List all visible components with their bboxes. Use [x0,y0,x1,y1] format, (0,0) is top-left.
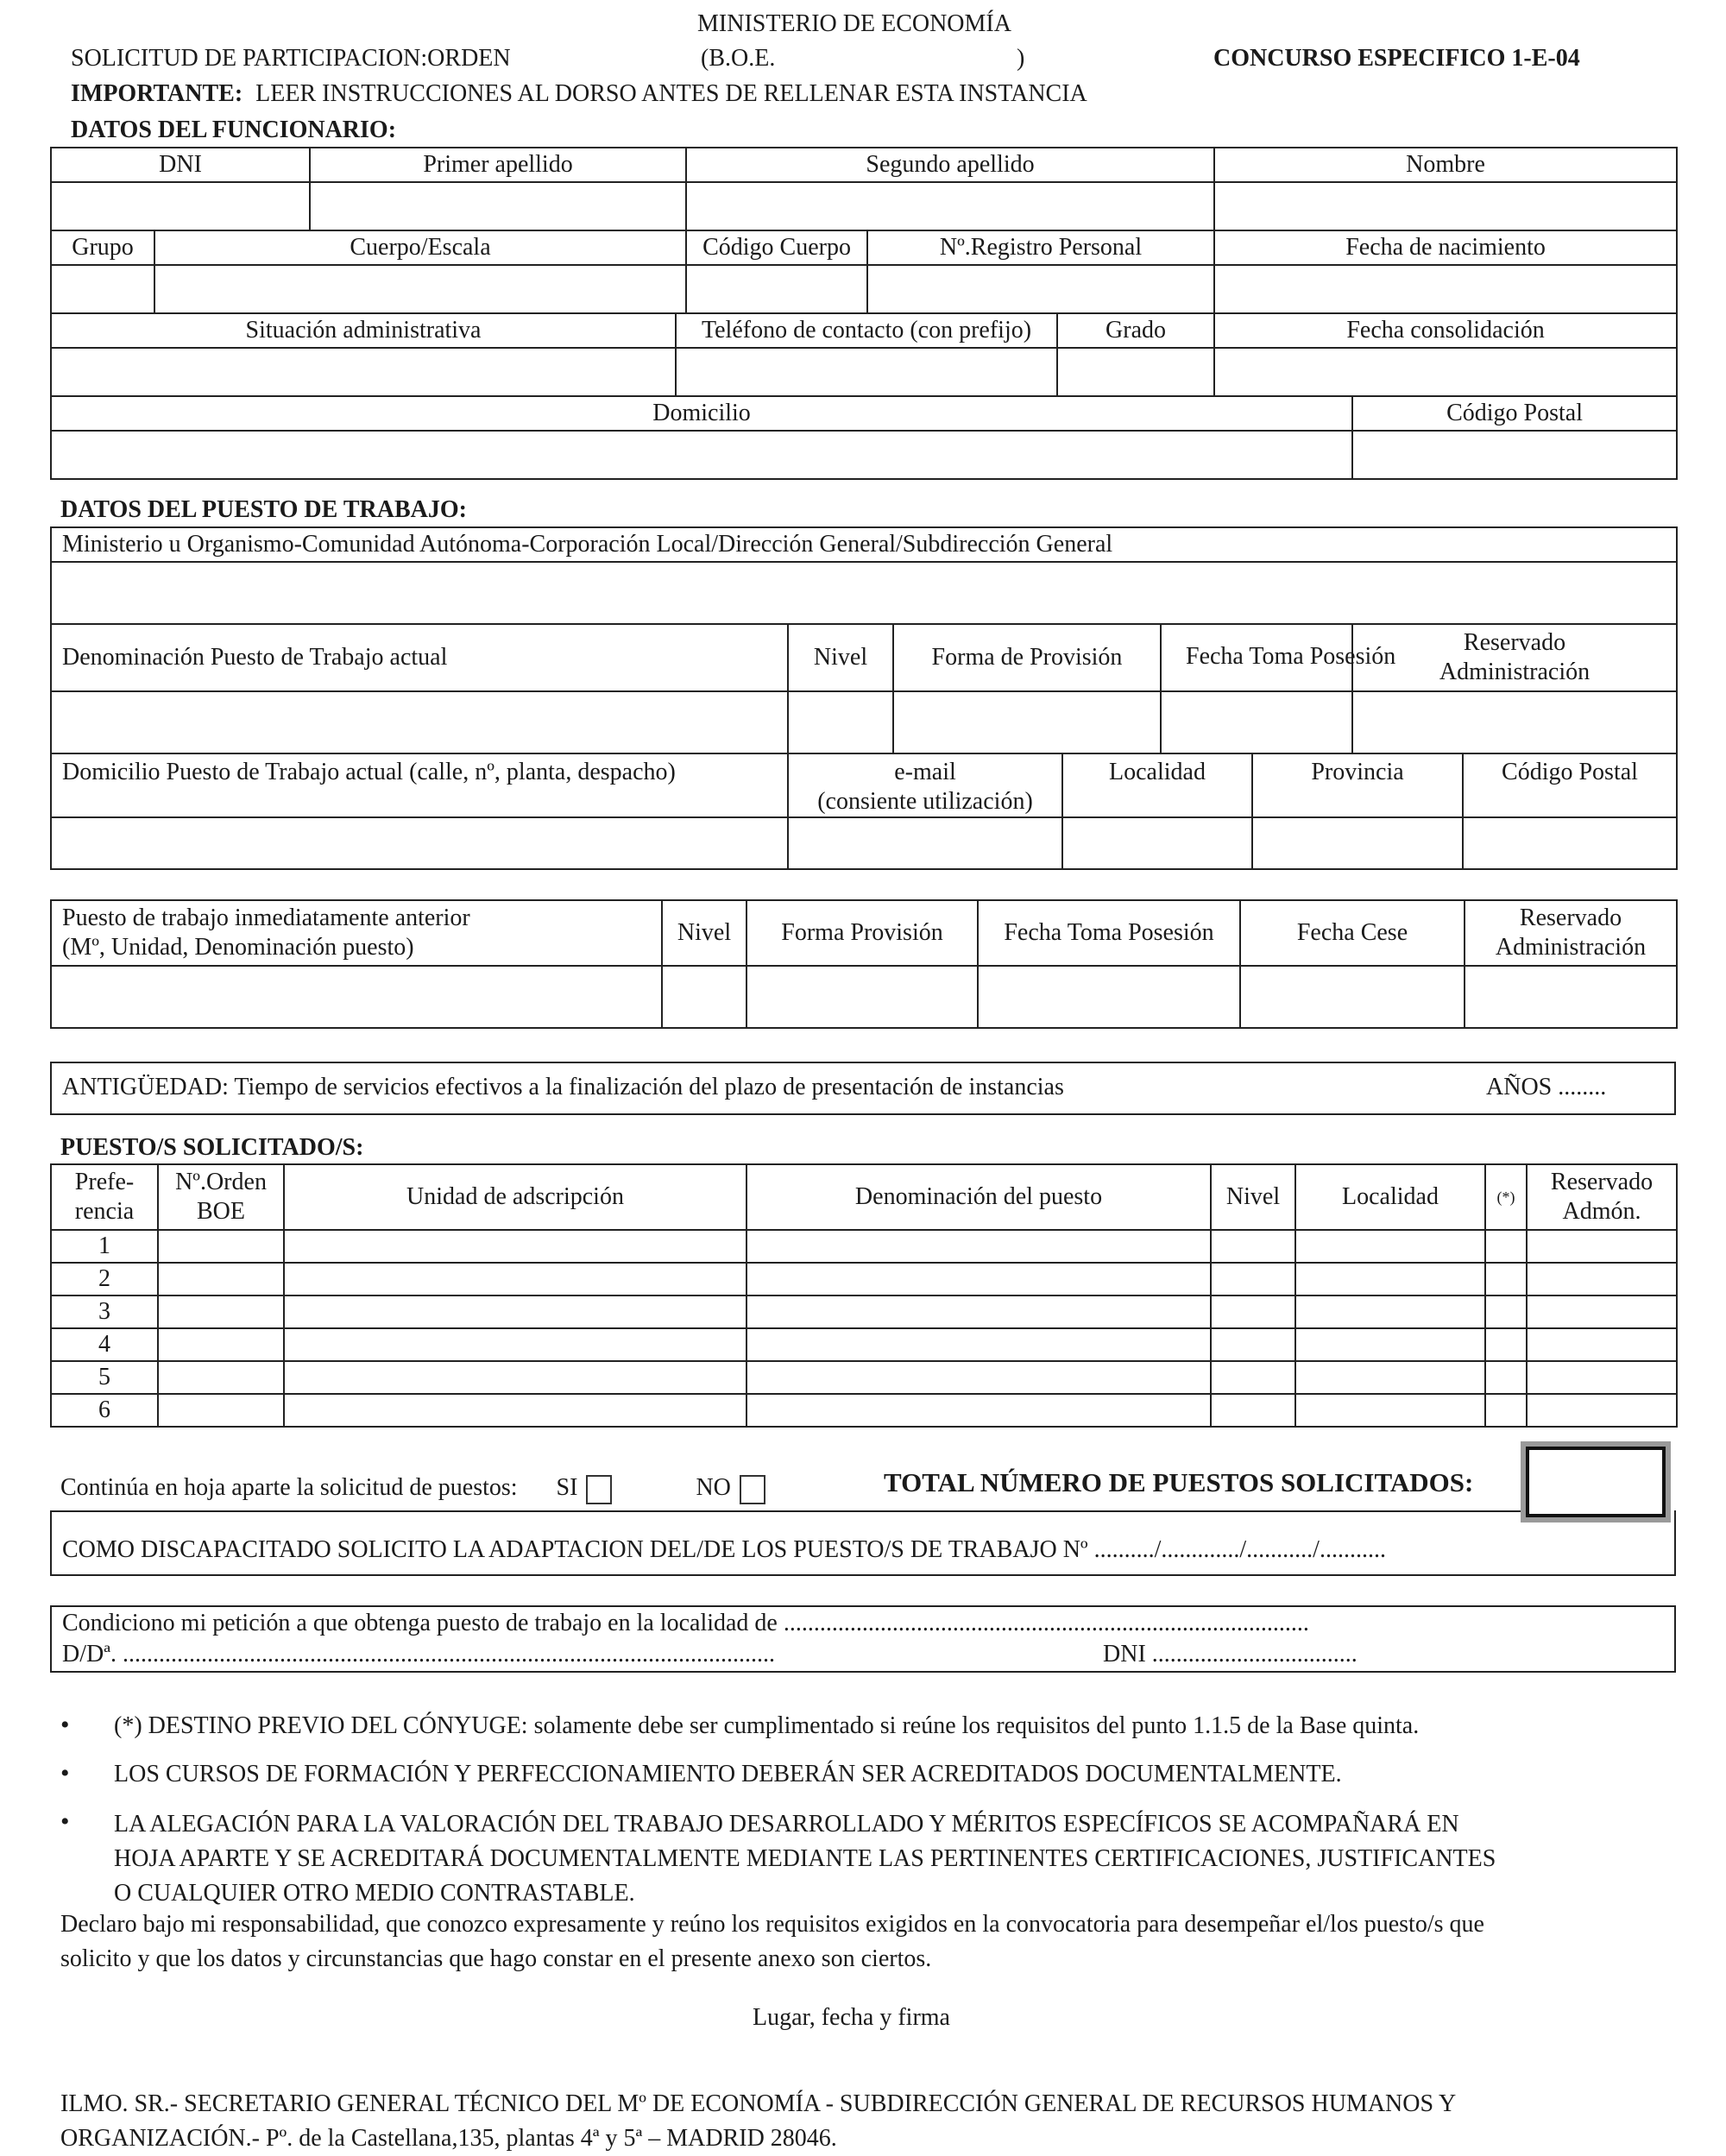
nivel-actual-header: Nivel [788,624,893,691]
solicitado-cell[interactable] [1211,1263,1295,1295]
reservado-admin-field[interactable] [1352,691,1677,753]
registro-personal-header: Nº.Registro Personal [867,230,1214,265]
denominacion-header: Denominación del puesto [746,1164,1211,1230]
administracion-label: Administración [1439,659,1591,685]
anterior-forma-header: Forma Provisión [746,900,978,966]
reservado-label: Reservado [1463,629,1566,656]
solicitado-cell[interactable] [1527,1263,1677,1295]
dni-header: DNI [51,148,310,182]
codigo-postal-puesto-header: Código Postal [1463,753,1677,817]
localidad-field[interactable] [1062,817,1252,869]
solicitado-row [51,1328,1677,1361]
anterior-nivel-header: Nivel [662,900,746,966]
bullet-text-3-line1: LA ALEGACIÓN PARA LA VALORACIÓN DEL TRABAJO DESARROLLADO Y MÉRITOS ESPECÍFICOS SE ACOMPAÑARÁ EN [114,1811,1459,1838]
solicitado-cell[interactable] [1295,1263,1485,1295]
preferencia-number: 1 [51,1230,158,1263]
orden-boe-header [158,1164,284,1230]
solicitado-cell[interactable] [1527,1295,1677,1328]
solicitado-cell[interactable] [1485,1328,1527,1361]
si-checkbox[interactable] [586,1475,612,1504]
bullet-text-3 [114,1807,1496,1911]
solicitado-cell[interactable] [158,1328,284,1361]
fecha-toma-label: Fecha Toma Posesión [1186,643,1396,670]
solicitado-cell[interactable] [284,1295,746,1328]
fecha-consolidacion-field[interactable] [1214,348,1677,396]
solicitado-cell[interactable] [1295,1361,1485,1394]
codigo-postal-field[interactable] [1352,431,1677,479]
domicilio-puesto-header: Domicilio Puesto de Trabajo actual (calle, nº, planta, despacho) [51,753,788,817]
grado-header: Grado [1057,313,1214,348]
denominacion-actual-header: Denominación Puesto de Trabajo actual [51,624,788,691]
preferencia-number: 3 [51,1295,158,1328]
unidad-header: Unidad de adscripción [284,1164,746,1230]
solicitado-cell[interactable] [1485,1263,1527,1295]
codigo-cuerpo-header: Código Cuerpo [686,230,867,265]
solicitado-row [51,1230,1677,1263]
condiciono-dni[interactable]: DNI .................................. [1103,1641,1357,1667]
solicitado-cell[interactable] [746,1295,1211,1328]
solicitud-label: SOLICITUD DE PARTICIPACION:ORDEN [71,45,511,72]
solicitado-cell[interactable] [1485,1394,1527,1427]
continua-text: Continúa en hoja aparte la solicitud de puestos: [60,1474,518,1501]
solicitado-cell[interactable] [1211,1295,1295,1328]
solicitado-cell[interactable] [158,1394,284,1427]
solicitado-cell[interactable] [1211,1230,1295,1263]
registro-personal-field[interactable] [867,265,1214,313]
solicitado-cell[interactable] [1527,1230,1677,1263]
solicitado-cell[interactable] [1485,1230,1527,1263]
solicitado-cell[interactable] [284,1263,746,1295]
domicilio-puesto-field[interactable] [51,817,788,869]
importante-text: LEER INSTRUCCIONES AL DORSO ANTES DE RELLENAR ESTA INSTANCIA [255,80,1087,107]
anterior-fecha-toma-field[interactable] [978,966,1240,1028]
funcionario-table [50,147,1678,480]
footer-address [60,2087,1456,2156]
nivel-header: Nivel [1211,1164,1295,1230]
anterior-header [51,900,662,966]
solicitado-cell[interactable] [1527,1328,1677,1361]
bullet-icon-1: • [60,1711,70,1739]
solicitados-section-title: PUESTO/S SOLICITADO/S: [60,1134,364,1161]
denominacion-actual-field[interactable] [51,691,788,753]
codigo-cuerpo-field[interactable] [686,265,867,313]
boe-close: ) [1017,45,1025,72]
solicitado-row [51,1263,1677,1295]
bullet-text-1: (*) DESTINO PREVIO DEL CÓNYUGE: solamente debe ser cumplimentado si reúne los requisitos del punto 1.1.5 de la Base quinta. [114,1712,1420,1739]
bullet-text-3-line3: O CUALQUIER OTRO MEDIO CONTRASTABLE. [114,1880,635,1907]
primer-apellido-field[interactable] [310,182,686,230]
solicitado-row [51,1394,1677,1427]
cuerpo-escala-field[interactable] [154,265,686,313]
solicitado-cell[interactable] [284,1361,746,1394]
solicitado-cell[interactable] [746,1361,1211,1394]
solicitado-cell[interactable] [284,1230,746,1263]
preferencia-number: 2 [51,1263,158,1295]
antiguedad-anos[interactable]: AÑOS ........ [1486,1074,1607,1100]
discapacitado-box [50,1510,1676,1576]
fecha-nacimiento-field[interactable] [1214,265,1677,313]
forma-provision-header: Forma de Provisión [893,624,1161,691]
solicitado-cell[interactable] [1527,1394,1677,1427]
no-label: NO [696,1474,731,1501]
codigo-postal-puesto-field[interactable] [1463,817,1677,869]
provincia-field[interactable] [1252,817,1463,869]
primer-apellido-header: Primer apellido [310,148,686,182]
condiciono-dd[interactable]: D/Dª. ............................................................................................................ [62,1641,775,1667]
ministerio-field[interactable] [51,562,1677,624]
bullet-text-2: LOS CURSOS DE FORMACIÓN Y PERFECCIONAMIENTO DEBERÁN SER ACREDITADOS DOCUMENTALMENTE. [114,1761,1342,1787]
cuerpo-escala-header: Cuerpo/Escala [154,230,686,265]
solicitado-cell[interactable] [1485,1361,1527,1394]
solicitado-cell[interactable] [1211,1328,1295,1361]
antiguedad-box [50,1062,1676,1115]
grupo-field[interactable] [51,265,154,313]
telefono-header: Teléfono de contacto (con prefijo) [676,313,1057,348]
reservado-admon-line2: Admón. [1562,1198,1641,1225]
concurso-label: CONCURSO ESPECIFICO 1-E-04 [1213,45,1580,72]
anterior-line1: Puesto de trabajo inmediatamente anterior [62,905,470,931]
anterior-reservado-header [1465,900,1677,966]
nombre-header: Nombre [1214,148,1677,182]
antiguedad-text: ANTIGÜEDAD: Tiempo de servicios efectivos a la finalización del plazo de presentación de instancias [62,1074,1064,1100]
solicitado-cell[interactable] [746,1394,1211,1427]
condiciono-box [50,1605,1676,1673]
anterior-nivel-field[interactable] [662,966,746,1028]
situacion-administrativa-field[interactable] [51,348,676,396]
solicitado-row [51,1295,1677,1328]
solicitado-cell[interactable] [1211,1394,1295,1427]
reservado-admon-line1: Reservado [1550,1169,1654,1195]
bullet-icon-3: • [60,1807,70,1836]
grupo-header: Grupo [51,230,154,265]
declaro-line1: Declaro bajo mi responsabilidad, que conozco expresamente y reúno los requisitos exigidos en la convocatoria para desempeñar el/los puesto/s que [60,1911,1484,1938]
localidad-solicitado-header: Localidad [1295,1164,1485,1230]
solicitado-cell[interactable] [158,1230,284,1263]
solicitado-cell[interactable] [746,1230,1211,1263]
funcionario-section-title: DATOS DEL FUNCIONARIO: [71,117,397,143]
anterior-forma-field[interactable] [746,966,978,1028]
condiciono-line1[interactable]: Condiciono mi petición a que obtenga puesto de trabajo en la localidad de ....................................................................................... [62,1610,1309,1636]
solicitado-cell[interactable] [284,1394,746,1427]
localidad-header: Localidad [1062,753,1252,817]
anterior-fecha-cese-field[interactable] [1240,966,1465,1028]
preferencia-number: 5 [51,1361,158,1394]
lugar-fecha-firma: Lugar, fecha y firma [753,2004,950,2031]
solicitado-cell[interactable] [746,1328,1211,1361]
dni-field[interactable] [51,182,310,230]
grado-field[interactable] [1057,348,1214,396]
email-label: e-mail [894,759,956,785]
telefono-field[interactable] [676,348,1057,396]
no-checkbox[interactable] [740,1475,765,1504]
fecha-consolidacion-header: Fecha consolidación [1214,313,1677,348]
solicitado-row [51,1361,1677,1394]
anterior-reservado-field[interactable] [1465,966,1677,1028]
puesto-section-title: DATOS DEL PUESTO DE TRABAJO: [60,496,467,523]
solicitado-cell[interactable] [1295,1230,1485,1263]
bullet-icon-2: • [60,1759,70,1787]
email-field[interactable] [788,817,1062,869]
solicitado-cell[interactable] [284,1328,746,1361]
importante-label: IMPORTANTE: [71,80,243,107]
continua-line [60,1474,765,1504]
solicitados-table [50,1163,1678,1428]
puesto-domicilio-table [50,753,1678,870]
solicitado-cell[interactable] [1211,1361,1295,1394]
ministerio-header: Ministerio u Organismo-Comunidad Autónoma-Corporación Local/Dirección General/Subdirección General [51,527,1677,562]
codigo-postal-header: Código Postal [1352,396,1677,431]
situacion-administrativa-header: Situación administrativa [51,313,676,348]
domicilio-field[interactable] [51,431,1352,479]
solicitado-cell[interactable] [158,1295,284,1328]
nombre-field[interactable] [1214,182,1677,230]
preferencia-number: 4 [51,1328,158,1361]
preferencia-line2: rencia [74,1198,135,1225]
declaro-text [60,1907,1484,1976]
reservado-admin-header [1352,624,1677,691]
provincia-header: Provincia [1252,753,1463,817]
anterior-line2: (Mº, Unidad, Denominación puesto) [62,934,414,961]
declaro-line2: solicito y que los datos y circunstancias que hago constar en el presente anexo son ciertos. [60,1945,932,1972]
anterior-fecha-toma-header: Fecha Toma Posesión [978,900,1240,966]
orden-line1: Nº.Orden [175,1169,267,1195]
anterior-fecha-cese-header: Fecha Cese [1240,900,1465,966]
solicitado-cell[interactable] [1295,1295,1485,1328]
discapacitado-text[interactable]: COMO DISCAPACITADO SOLICITO LA ADAPTACION DEL/DE LOS PUESTO/S DE TRABAJO Nº ........../............./.........../........... [62,1536,1386,1563]
anterior-administracion-label: Administración [1495,934,1647,961]
footer-line2: ORGANIZACIÓN.- Pº. de la Castellana,135, plantas 4ª y 5ª – MADRID 28046. [60,2125,837,2152]
fecha-nacimiento-header: Fecha de nacimiento [1214,230,1677,265]
reservado-admon-header [1527,1164,1677,1230]
asterisco-header: (*) [1485,1164,1527,1230]
solicitado-cell[interactable] [1485,1295,1527,1328]
fecha-toma-field[interactable] [1161,691,1352,753]
orden-line2: BOE [197,1198,245,1225]
segundo-apellido-header: Segundo apellido [686,148,1214,182]
total-label: TOTAL NÚMERO DE PUESTOS SOLICITADOS: [884,1467,1474,1497]
total-box-inner [1526,1447,1666,1517]
si-label: SI [556,1474,578,1501]
boe-open: (B.O.E. [701,45,776,72]
solicitado-cell[interactable] [1295,1394,1485,1427]
ministry-title: MINISTERIO DE ECONOMÍA [697,10,1011,37]
forma-provision-field[interactable] [893,691,1161,753]
nivel-actual-field[interactable] [788,691,893,753]
preferencia-number: 6 [51,1394,158,1427]
domicilio-header: Domicilio [51,396,1352,431]
solicitado-cell[interactable] [1527,1361,1677,1394]
puesto-table [50,526,1678,754]
email-header [788,753,1062,817]
fecha-toma-header [1161,624,1396,691]
anterior-reservado-label: Reservado [1519,905,1622,931]
solicitado-cell[interactable] [1295,1328,1485,1361]
email-consent-label: (consiente utilización) [817,788,1033,815]
segundo-apellido-field[interactable] [686,182,1214,230]
solicitado-cell[interactable] [158,1361,284,1394]
footer-line1: ILMO. SR.- SECRETARIO GENERAL TÉCNICO DEL Mº DE ECONOMÍA - SUBDIRECCIÓN GENERAL DE RECURSOS HUMANOS Y [60,2090,1457,2117]
preferencia-line1: Prefe- [74,1169,135,1195]
discapacitado-top-line [50,1510,1521,1512]
bullet-text-3-line2: HOJA APARTE Y SE ACREDITARÁ DOCUMENTALMENTE MEDIANTE LAS PERTINENTES CERTIFICACIONES, JUSTIFICANTES [114,1845,1496,1872]
importante-line [71,80,1087,108]
solicitado-cell[interactable] [158,1263,284,1295]
solicitado-cell[interactable] [746,1263,1211,1295]
preferencia-header [51,1164,158,1230]
anterior-table [50,899,1678,1029]
anterior-field[interactable] [51,966,662,1028]
